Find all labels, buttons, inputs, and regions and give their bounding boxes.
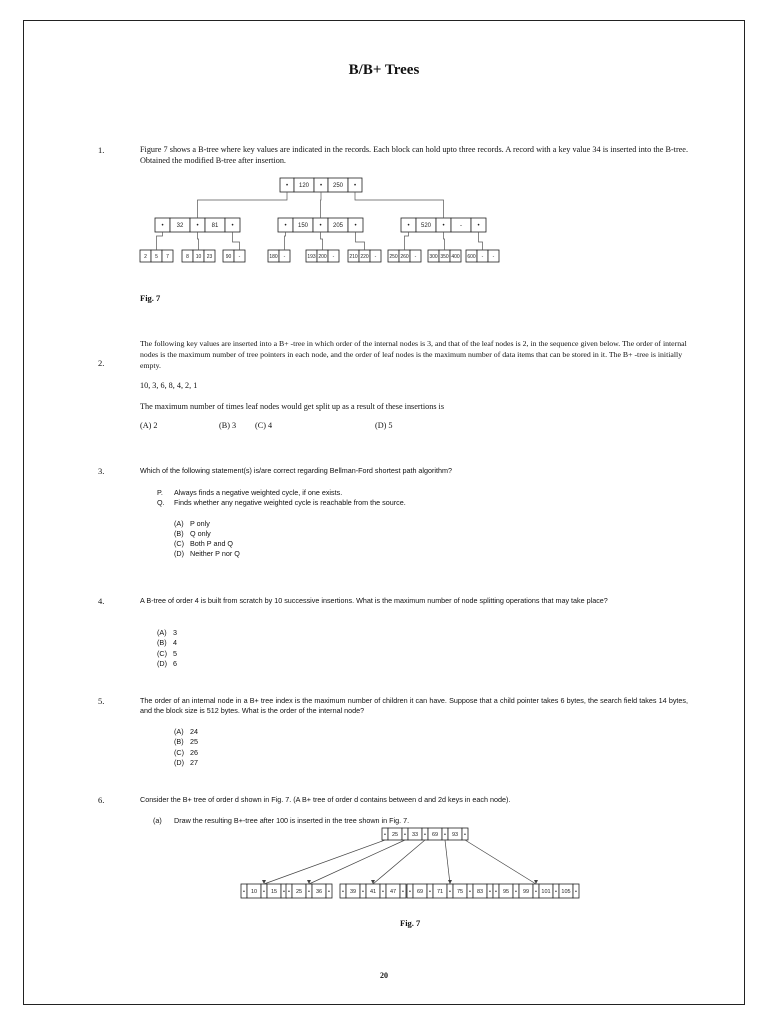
internal-text: 32 (176, 223, 184, 230)
leaf-text: 300 (429, 253, 438, 260)
edge (444, 232, 445, 250)
leaf-text: 90 (225, 253, 232, 260)
arrow-head (448, 880, 452, 884)
page-title: B/B+ Trees (348, 62, 420, 78)
edge (321, 232, 323, 250)
internal-text: 520 (420, 223, 432, 230)
internal-text: • (477, 223, 480, 230)
statement-text: Finds whether any negative weighted cycle is reachable from the source. (174, 498, 406, 507)
edge (264, 840, 385, 884)
leaf-text: • (515, 888, 517, 895)
internal-text: • (196, 223, 199, 230)
leaf-text: 23 (206, 253, 213, 260)
key-sequence: 10, 3, 6, 8, 4, 2, 1 (140, 381, 198, 390)
option-key: (C) (174, 539, 184, 548)
question-number: 1. (98, 145, 105, 155)
leaf-text: • (342, 888, 344, 895)
leaf-text: • (263, 888, 265, 895)
leaf-text: • (362, 888, 364, 895)
option-text: 3 (173, 628, 177, 637)
leaf-text: - (332, 253, 335, 260)
option-text: 26 (190, 748, 198, 757)
edge (355, 192, 444, 218)
internal-text: • (354, 223, 357, 230)
edge (309, 840, 405, 884)
leaf-text: • (243, 888, 245, 895)
internal-text: - (460, 223, 462, 230)
option-key: (B) (174, 529, 184, 538)
root-text: 93 (451, 831, 459, 838)
leaf-text: - (238, 253, 241, 260)
leaf-text: • (555, 888, 557, 895)
internal-text: • (407, 223, 410, 230)
leaf-text: • (495, 888, 497, 895)
edge (356, 232, 365, 250)
option-text: Q only (190, 529, 211, 538)
option-c: (C) 4 (255, 421, 273, 430)
option-text: 27 (190, 758, 198, 767)
option-key: (D) (157, 659, 167, 668)
leaf-text: 69 (416, 888, 424, 895)
leaf-nodes (241, 884, 579, 898)
edge (321, 192, 322, 218)
leaf-text: 101 (541, 888, 551, 895)
option-d: (D) 5 (375, 421, 393, 430)
leaf-text: 193 (307, 253, 316, 260)
root-text: • (319, 183, 323, 190)
leaf-text: 2 (144, 253, 147, 260)
leaf-text: 8 (186, 253, 189, 260)
root-text: • (464, 831, 466, 838)
leaf-text: 75 (456, 888, 464, 895)
statement-text: Always finds a negative weighted cycle, if one exists. (174, 488, 343, 497)
edge (157, 232, 163, 250)
option-text: 4 (173, 638, 177, 647)
question-text: The following key values are inserted into a B+ -tree in which order of the internal nodes is 3, and that of the leaf nodes is 2, in the sequence given below. The order of internal nodes is the maximum number of tree pointers in each node, and the order of leaf nodes is the maximum number of data items that can be stored in it. The B+ -tree is initially empty. (140, 339, 687, 370)
internal-text: • (231, 223, 234, 230)
leaf-text: • (535, 888, 537, 895)
edge (198, 192, 288, 218)
page-number: 20 (380, 971, 388, 980)
internal-text: 150 (297, 223, 309, 230)
option-a: (A) 2 (140, 421, 158, 430)
leaf-text: • (288, 888, 290, 895)
root-node (280, 178, 362, 192)
leaf-text: • (449, 888, 451, 895)
leaf-text: - (374, 253, 377, 260)
leaf-text: 210 (349, 253, 358, 260)
statement-key: Q. (157, 498, 165, 507)
internal-text: • (442, 223, 445, 230)
leaf-text: 99 (522, 888, 530, 895)
leaf-text: • (469, 888, 471, 895)
question-number: 2. (98, 358, 105, 368)
leaf-text: 260 (400, 253, 409, 260)
root-text: • (285, 183, 289, 190)
statement-key: P. (157, 488, 163, 497)
internal-text: • (161, 223, 164, 230)
edge (373, 840, 425, 884)
question-text: Which of the following statement(s) is/are correct regarding Bellman-Ford shortest path algorithm? (140, 466, 452, 475)
question-number: 3. (98, 466, 105, 476)
subpart-text: Draw the resulting B+-tree after 100 is inserted in the tree shown in Fig. 7. (174, 816, 410, 825)
root-text: 69 (431, 831, 439, 838)
edge (233, 232, 240, 250)
leaf-text: • (328, 888, 330, 895)
leaf-text: 15 (270, 888, 278, 895)
root-text: 250 (332, 183, 344, 190)
root-text: • (384, 831, 386, 838)
leaf-text: 25 (295, 888, 303, 895)
edge (445, 840, 450, 884)
question-text: Consider the B+ tree of order d shown in Fig. 7. (A B+ tree of order d contains between d and 2d keys in each node). (140, 795, 511, 804)
leaf-text: - (283, 253, 286, 260)
leaf-text: 200 (318, 253, 327, 260)
leaf-text: • (429, 888, 431, 895)
internal-text: 205 (332, 223, 344, 230)
leaf-text: 36 (315, 888, 323, 895)
option-key: (C) (174, 748, 184, 757)
question-number: 5. (98, 696, 105, 706)
option-key: (A) (157, 628, 167, 637)
leaf-text: 7 (166, 253, 169, 260)
root-text: • (424, 831, 426, 838)
option-key: (A) (174, 519, 184, 528)
leaf-text: • (409, 888, 411, 895)
subpart-key: (a) (153, 816, 162, 825)
leaf-text: 39 (349, 888, 357, 895)
option-key: (B) (157, 638, 167, 647)
option-key: (B) (174, 737, 184, 746)
tree-edges (262, 840, 538, 884)
option-key: (D) (174, 549, 184, 558)
leaf-text: 10 (195, 253, 202, 260)
leaf-text: 600 (467, 253, 476, 260)
root-node (382, 828, 468, 840)
root-text: • (404, 831, 406, 838)
option-b: (B) 3 (219, 421, 237, 430)
leaf-text: • (402, 888, 404, 895)
leaf-text: • (575, 888, 577, 895)
figure-caption: Fig. 7 (140, 293, 161, 303)
leaf-text: 5 (155, 253, 158, 260)
question-prompt: The maximum number of times leaf nodes would get split up as a result of these insertions is (140, 402, 445, 411)
question-text: A B-tree of order 4 is built from scratch by 10 successive insertions. What is the maximum number of node splitting operations that may take place? (140, 596, 608, 605)
leaf-text: - (414, 253, 417, 260)
btree-figure (0, 170, 768, 280)
figure-caption: Fig. 7 (400, 918, 421, 928)
arrow-head (371, 880, 375, 884)
option-text: 25 (190, 737, 198, 746)
leaf-text: 105 (561, 888, 571, 895)
question-number: 6. (98, 795, 105, 805)
leaf-text: • (382, 888, 384, 895)
option-text: 6 (173, 659, 177, 668)
leaf-text: 41 (369, 888, 377, 895)
option-key: (D) (174, 758, 184, 767)
internal-nodes (155, 218, 486, 232)
question-text: The order of an internal node in a B+ tree index is the maximum number of children it can have. Suppose that a child pointer takes 6 bytes, the search field takes 14 bytes, and the block size is 512 bytes. What is the order of the internal node? (140, 696, 688, 715)
edge (465, 840, 536, 884)
leaf-text: 95 (502, 888, 510, 895)
leaf-text: 71 (436, 888, 444, 895)
leaf-text: 10 (250, 888, 258, 895)
leaf-text: • (283, 888, 285, 895)
leaf-nodes (140, 250, 499, 262)
leaf-text: - (492, 253, 495, 260)
option-text: Neither P nor Q (190, 549, 240, 558)
option-text: 5 (173, 649, 177, 658)
question-text: Figure 7 shows a B-tree where key values are indicated in the records. Each block can hold upto three records. A record with a key value 34 is inserted into the B-tree. Obtained the modified B-tree after insertion. (140, 145, 688, 165)
leaf-text: 83 (476, 888, 484, 895)
leaf-text: 47 (389, 888, 397, 895)
leaf-text: • (308, 888, 310, 895)
leaf-text: 350 (440, 253, 449, 260)
leaf-text: 180 (269, 253, 278, 260)
root-text: 25 (391, 831, 399, 838)
root-text: 120 (298, 183, 310, 190)
leaf-text: 250 (389, 253, 398, 260)
internal-text: 81 (211, 223, 219, 230)
internal-text: • (319, 223, 322, 230)
option-text: P only (190, 519, 210, 528)
option-text: 24 (190, 727, 198, 736)
option-text: Both P and Q (190, 539, 234, 548)
root-text: • (353, 183, 357, 190)
internal-text: • (284, 223, 287, 230)
leaf-text: - (481, 253, 484, 260)
leaf-text: 220 (360, 253, 369, 260)
option-key: (C) (157, 649, 167, 658)
edge (198, 232, 199, 250)
root-text: • (444, 831, 446, 838)
root-text: 33 (411, 831, 419, 838)
bplus-tree-figure (0, 825, 768, 905)
question-number: 4. (98, 596, 105, 606)
option-key: (A) (174, 727, 184, 736)
leaf-text: 400 (451, 253, 460, 260)
edge (285, 232, 286, 250)
edge (479, 232, 483, 250)
leaf-text: • (489, 888, 491, 895)
edge (405, 232, 409, 250)
